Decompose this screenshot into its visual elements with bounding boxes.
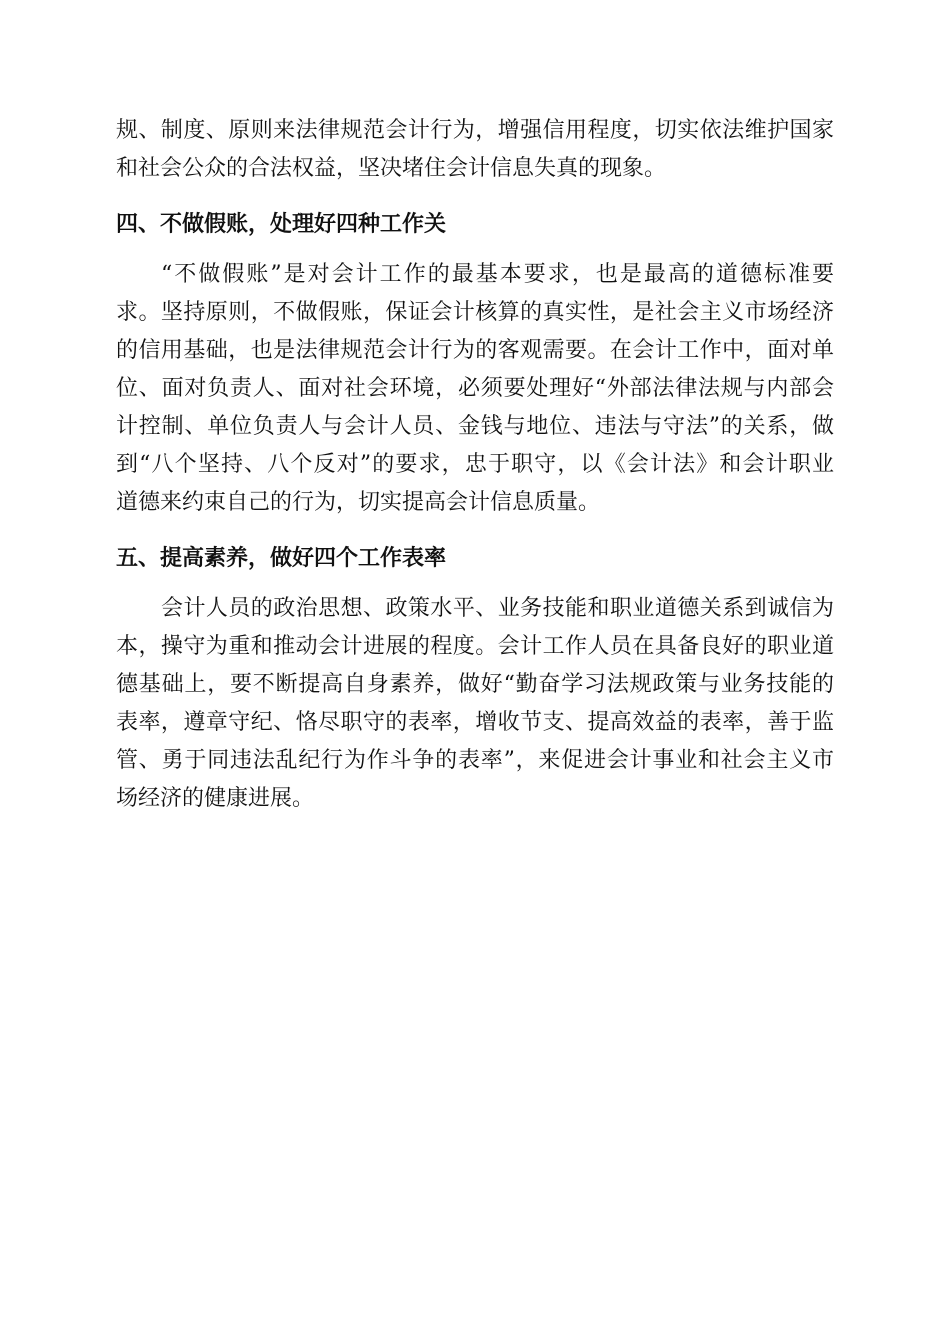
paragraph-line: 会计人员的政治思想、政策水平、业务技能和职业道德关系到诚信为 [161,596,834,621]
paragraph-line: 德基础上，要不断提高自身素养，做好“勤奋学习法规政策与业务技能的 [116,672,834,697]
intro-paragraph [116,112,834,188]
paragraph-line: 规、制度、原则来法律规范会计行为，增强信用程度，切实依法维护国家 [116,118,834,143]
paragraph-line: 本，操守为重和推动会计进展的程度。会计工作人员在具备良好的职业道 [116,634,834,659]
paragraph-line: 管、勇于同违法乱纪行为作斗争的表率”，来促进会计事业和社会主义市 [116,748,834,773]
paragraph-line: 表率，遵章守纪、恪尽职守的表率，增收节支、提高效益的表率，善于监 [116,710,834,735]
section-5-paragraph [116,590,834,818]
paragraph-line: 到“八个坚持、八个反对”的要求，忠于职守，以《会计法》和会计职业 [116,452,834,477]
section-heading-5: 五、提高素养，做好四个工作表率 [116,546,447,571]
section-heading-4: 四、不做假账，处理好四种工作关 [116,212,447,237]
paragraph-line: 位、面对负责人、面对社会环境，必须要处理好“外部法律法规与内部会 [116,376,834,401]
paragraph-line: 道德来约束自己的行为，切实提高会计信息质量。 [116,490,601,515]
paragraph-line: 计控制、单位负责人与会计人员、金钱与地位、违法与守法”的关系，做 [116,414,834,439]
paragraph-line: 求。坚持原则，不做假账，保证会计核算的真实性，是社会主义市场经济 [116,300,834,325]
section-4-paragraph [116,256,834,522]
paragraph-line: 和社会公众的合法权益，坚决堵住会计信息失真的现象。 [116,156,667,181]
paragraph-line: 的信用基础，也是法律规范会计行为的客观需要。在会计工作中，面对单 [116,338,834,363]
document-page [116,112,834,818]
paragraph-line: “不做假账”是对会计工作的最基本要求，也是最高的道德标准要 [161,262,834,287]
paragraph-line: 场经济的健康进展。 [116,786,315,811]
